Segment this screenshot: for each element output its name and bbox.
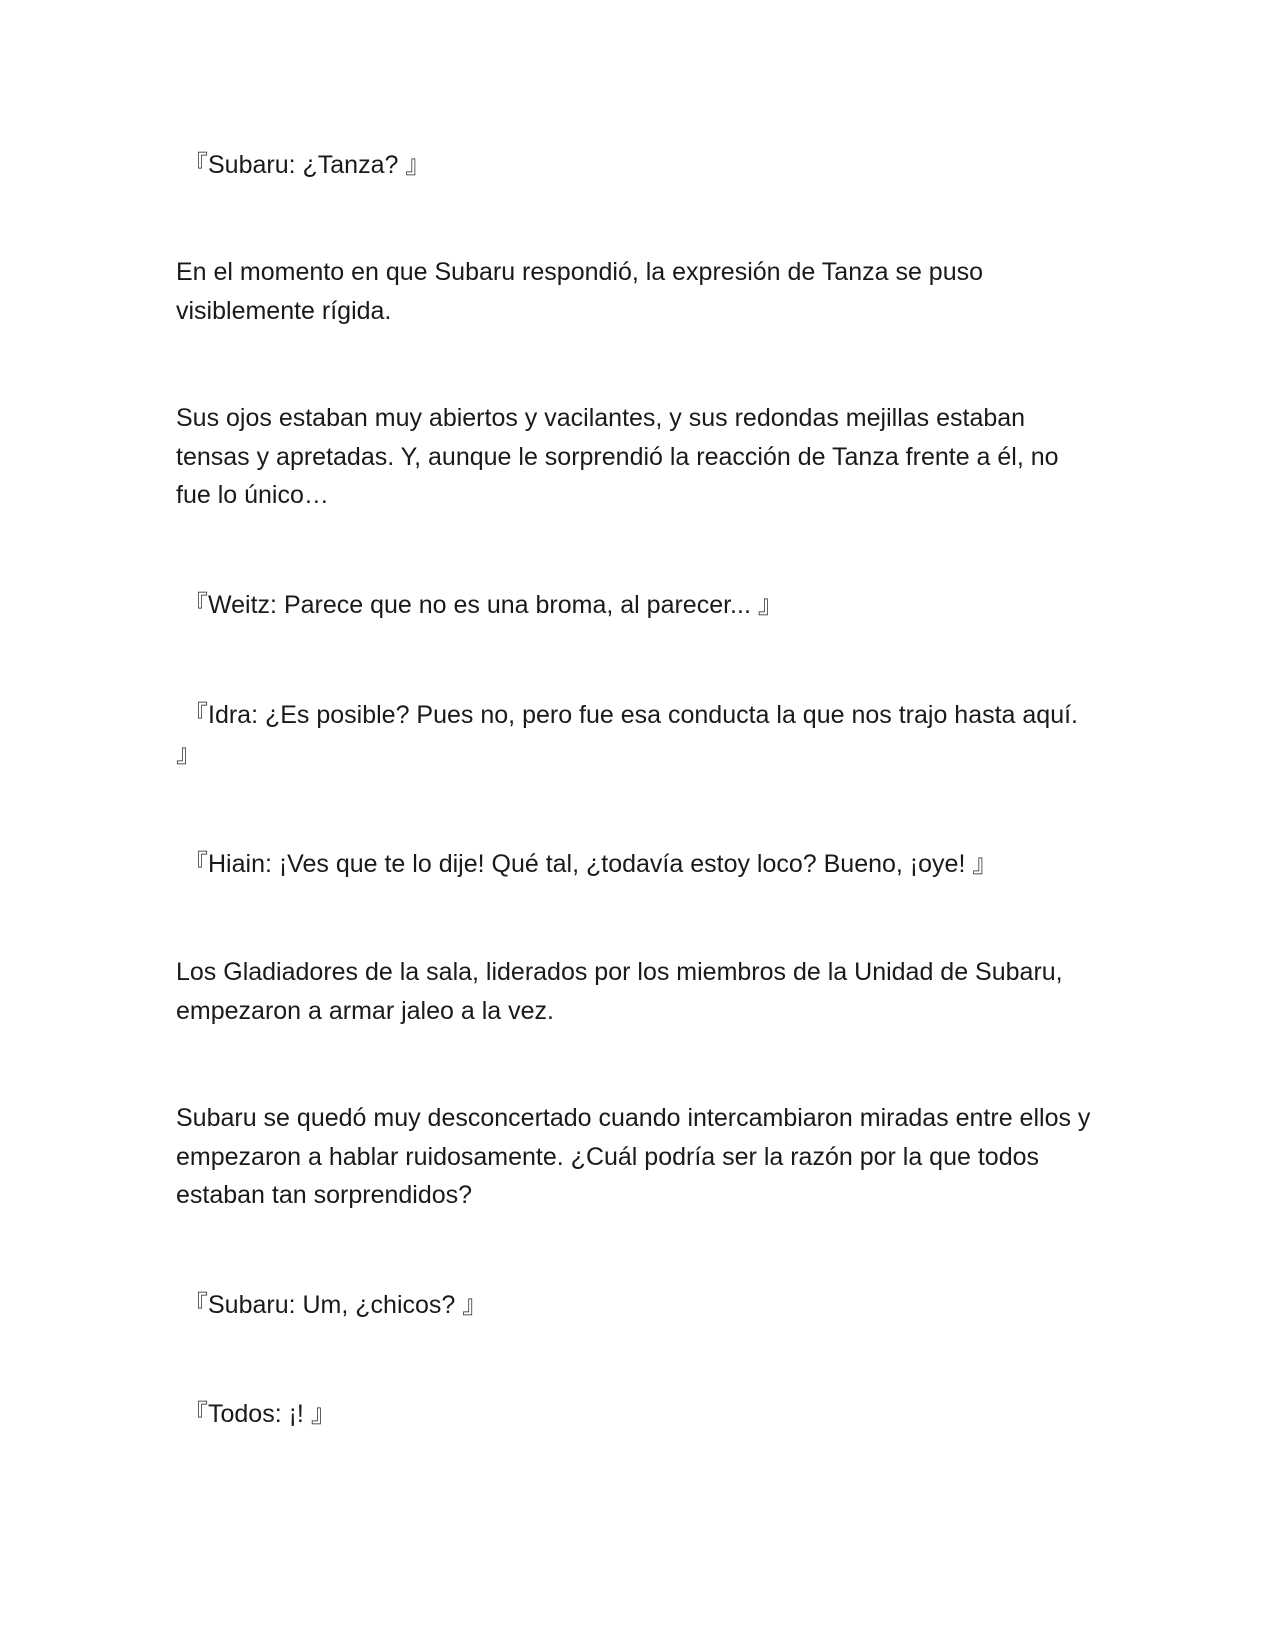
dialogue-subaru-chicos: 『Subaru: Um, ¿chicos? 』 [183,1291,488,1319]
dialogue-todos: 『Todos: ¡! 』 [183,1400,336,1428]
dialogue-subaru-tanza: 『Subaru: ¿Tanza? 』 [183,151,431,179]
narration-paragraph: En el momento en que Subaru respondió, la expresión de Tanza se puso visiblemente rígida. [176,258,984,325]
narration-paragraph: Los Gladiadores de la sala, liderados por los miembros de la Unidad de Subaru, empezaron a armar jaleo a la vez. [176,958,1063,1025]
narration-paragraph: Sus ojos estaban muy abiertos y vacilantes, y sus redondas mejillas estaban tensas y apretadas. Y, aunque le sorprendió la reacción de Tanza frente a él, no fue lo único… [176,404,1059,509]
narration-paragraph: Subaru se quedó muy desconcertado cuando intercambiaron miradas entre ellos y empezaron a hablar ruidosamente. ¿Cuál podría ser la razón por la que todos estaban tan sorprendidos? [176,1104,1091,1209]
dialogue-hiain: 『Hiain: ¡Ves que te lo dije! Qué tal, ¿todavía estoy loco? Bueno, ¡oye! 』 [183,850,998,878]
dialogue-idra: 『Idra: ¿Es posible? Pues no, pero fue esa conducta la que nos trajo hasta aquí. 』 [176,701,1079,768]
dialogue-weitz: 『Weitz: Parece que no es una broma, al parecer... 』 [183,591,783,619]
